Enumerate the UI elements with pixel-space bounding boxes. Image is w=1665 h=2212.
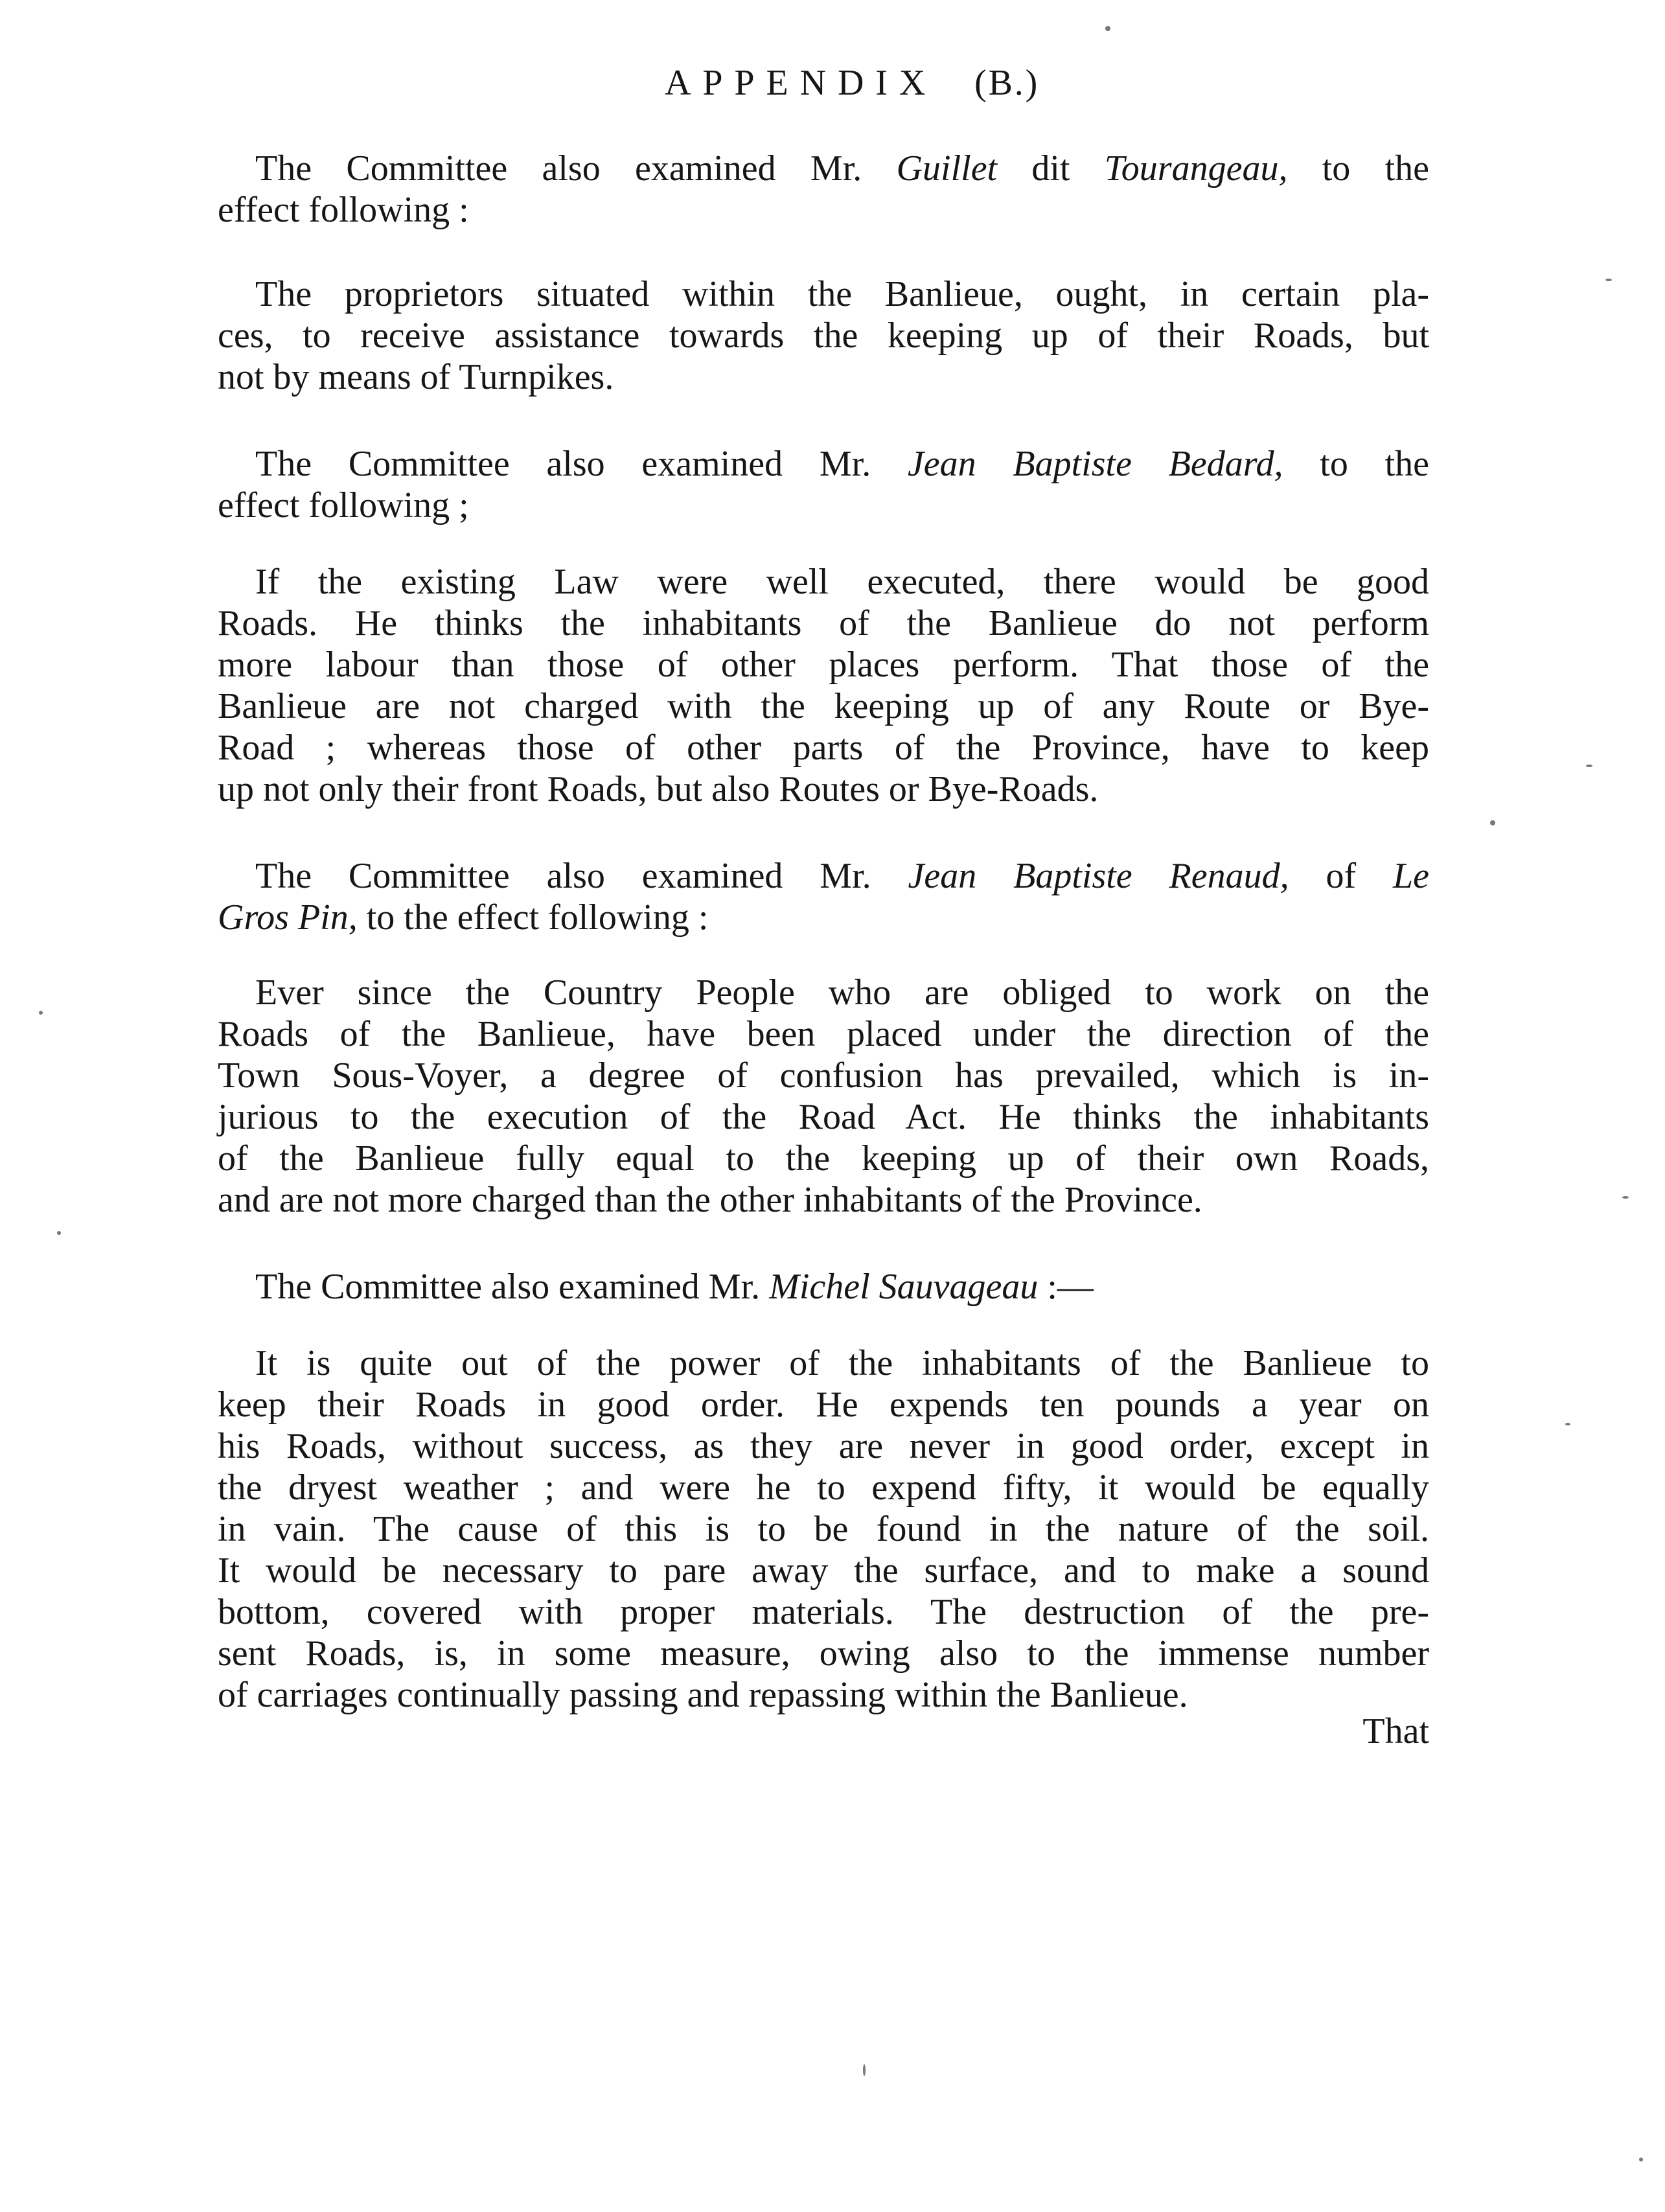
text-line bbox=[218, 1342, 1429, 1384]
text-run: to the bbox=[1283, 444, 1429, 484]
text-run: effect following ; bbox=[218, 485, 469, 525]
text-run: of the Banlieue fully equal to the keeping up of their own Roads, bbox=[218, 1138, 1429, 1179]
text-line bbox=[218, 1384, 1429, 1425]
text-line bbox=[218, 1266, 1429, 1308]
text-run: and are not more charged than the other inhabitants of the Province. bbox=[218, 1180, 1202, 1220]
text-run: to the bbox=[1287, 148, 1429, 189]
page-header bbox=[0, 62, 1665, 104]
text-run: The Committee also examined Mr. bbox=[255, 1267, 770, 1307]
paper-speck bbox=[1622, 1196, 1629, 1199]
text-run: It would be necessary to pare away the surface, and to make a sound bbox=[218, 1550, 1429, 1591]
paper-speck bbox=[57, 1231, 61, 1235]
text-run: Roads. He thinks the inhabitants of the Banlieue do not perform bbox=[218, 603, 1429, 643]
italic-name: Michel Sauvageau bbox=[769, 1267, 1039, 1307]
text-line bbox=[218, 1633, 1429, 1674]
text-line bbox=[218, 1508, 1429, 1550]
text-run: his Roads, without success, as they are never in good order, except in bbox=[218, 1426, 1429, 1466]
text-run: more labour than those of other places perform. That those of the bbox=[218, 645, 1429, 685]
italic-name: Guillet bbox=[896, 148, 998, 189]
text-line bbox=[218, 1013, 1429, 1055]
text-run: ces, to receive assistance towards the keeping up of their Roads, but bbox=[218, 316, 1429, 356]
text-run: up not only their front Roads, but also Routes or Bye-Roads. bbox=[218, 769, 1099, 809]
text-line bbox=[218, 855, 1429, 897]
paper-speck bbox=[1565, 1423, 1570, 1425]
paper-speck bbox=[1605, 279, 1612, 281]
text-run: bottom, covered with proper materials. The destruction of the pre- bbox=[218, 1592, 1429, 1632]
italic-name: Tourangeau, bbox=[1104, 148, 1288, 189]
text-line bbox=[218, 1179, 1429, 1221]
text-line bbox=[218, 1550, 1429, 1591]
text-run: :— bbox=[1038, 1267, 1094, 1307]
text-line bbox=[218, 1096, 1429, 1138]
paper-speck bbox=[1586, 765, 1592, 767]
text-run: not by means of Turnpikes. bbox=[218, 357, 614, 397]
text-run: keep their Roads in good order. He expends ten pounds a year on bbox=[218, 1385, 1429, 1425]
text-run: The proprietors situated within the Banlieue, ought, in certain pla- bbox=[255, 274, 1429, 314]
text-run: Town Sous-Voyer, a degree of confusion has prevailed, which is in- bbox=[218, 1055, 1429, 1096]
text-line bbox=[218, 443, 1429, 485]
paper-speck bbox=[39, 1011, 43, 1015]
text-line bbox=[218, 768, 1429, 810]
text-line bbox=[218, 356, 1429, 398]
text-run: Banlieue are not charged with the keeping up of any Route or Bye- bbox=[218, 686, 1429, 726]
catchword: That bbox=[1362, 1711, 1429, 1751]
italic-name: Jean Baptiste Renaud, bbox=[908, 856, 1289, 896]
text-run: The Committee also examined Mr. bbox=[255, 444, 908, 484]
paragraph-turnpikes bbox=[218, 273, 1429, 398]
paragraph-power-of-inhabitants bbox=[218, 1342, 1429, 1716]
text-run: Road ; whereas those of other parts of the Province, have to keep bbox=[218, 728, 1429, 768]
paragraph-committee-guillet bbox=[218, 148, 1429, 231]
text-line bbox=[218, 315, 1429, 356]
text-run: sent Roads, is, in some measure, owing also to the immense number bbox=[218, 1633, 1429, 1674]
text-run: in vain. The cause of this is to be found in the nature of the soil. bbox=[218, 1509, 1429, 1549]
text-line bbox=[218, 972, 1429, 1013]
text-line bbox=[218, 1674, 1429, 1716]
text-run: The Committee also examined Mr. bbox=[255, 856, 908, 896]
paragraph-committee-bedard bbox=[218, 443, 1429, 526]
text-line bbox=[218, 1591, 1429, 1633]
paper-speck bbox=[1105, 26, 1110, 31]
text-line bbox=[218, 644, 1429, 685]
text-line bbox=[218, 148, 1429, 189]
paragraph-country-people bbox=[218, 972, 1429, 1221]
text-run: Ever since the Country People who are obliged to work on the bbox=[255, 973, 1429, 1013]
text-line bbox=[218, 189, 1429, 231]
text-line bbox=[218, 1138, 1429, 1179]
appendix-title: APPENDIX bbox=[664, 63, 937, 103]
text-run: The Committee also examined Mr. bbox=[255, 148, 897, 189]
text-line bbox=[218, 603, 1429, 644]
italic-name: Gros Pin, bbox=[218, 897, 358, 938]
text-line bbox=[218, 897, 1429, 938]
text-line bbox=[218, 1467, 1429, 1508]
paragraph-existing-law bbox=[218, 561, 1429, 810]
text-run: jurious to the execution of the Road Act. He thinks the inhabitants bbox=[218, 1097, 1429, 1137]
text-run: dit bbox=[997, 148, 1105, 189]
text-run: It is quite out of the power of the inhabitants of the Banlieue to bbox=[255, 1343, 1429, 1383]
text-run: the dryest weather ; and were he to expend fifty, it would be equally bbox=[218, 1468, 1429, 1508]
text-run: to the effect following : bbox=[357, 897, 709, 938]
appendix-label: (B.) bbox=[974, 63, 1040, 103]
paragraph-committee-sauvageau bbox=[218, 1266, 1429, 1308]
italic-name: Jean Baptiste Bedard, bbox=[907, 444, 1283, 484]
text-line bbox=[218, 685, 1429, 727]
text-line bbox=[218, 273, 1429, 315]
paragraph-committee-renaud bbox=[218, 855, 1429, 938]
text-line bbox=[218, 1425, 1429, 1467]
italic-name: Le bbox=[1393, 856, 1429, 896]
text-run: of bbox=[1289, 856, 1393, 896]
paper-speck bbox=[1490, 820, 1495, 825]
paper-speck bbox=[863, 2064, 866, 2076]
text-run: Roads of the Banlieue, have been placed under the direction of the bbox=[218, 1014, 1429, 1054]
text-run: effect following : bbox=[218, 190, 469, 230]
text-run: of carriages continually passing and repassing within the Banlieue. bbox=[218, 1675, 1188, 1715]
text-line bbox=[218, 485, 1429, 526]
paper-speck bbox=[1639, 2158, 1643, 2161]
text-line bbox=[218, 1055, 1429, 1096]
text-run: If the existing Law were well executed, there would be good bbox=[255, 562, 1429, 602]
text-line bbox=[218, 561, 1429, 603]
text-line bbox=[218, 727, 1429, 768]
